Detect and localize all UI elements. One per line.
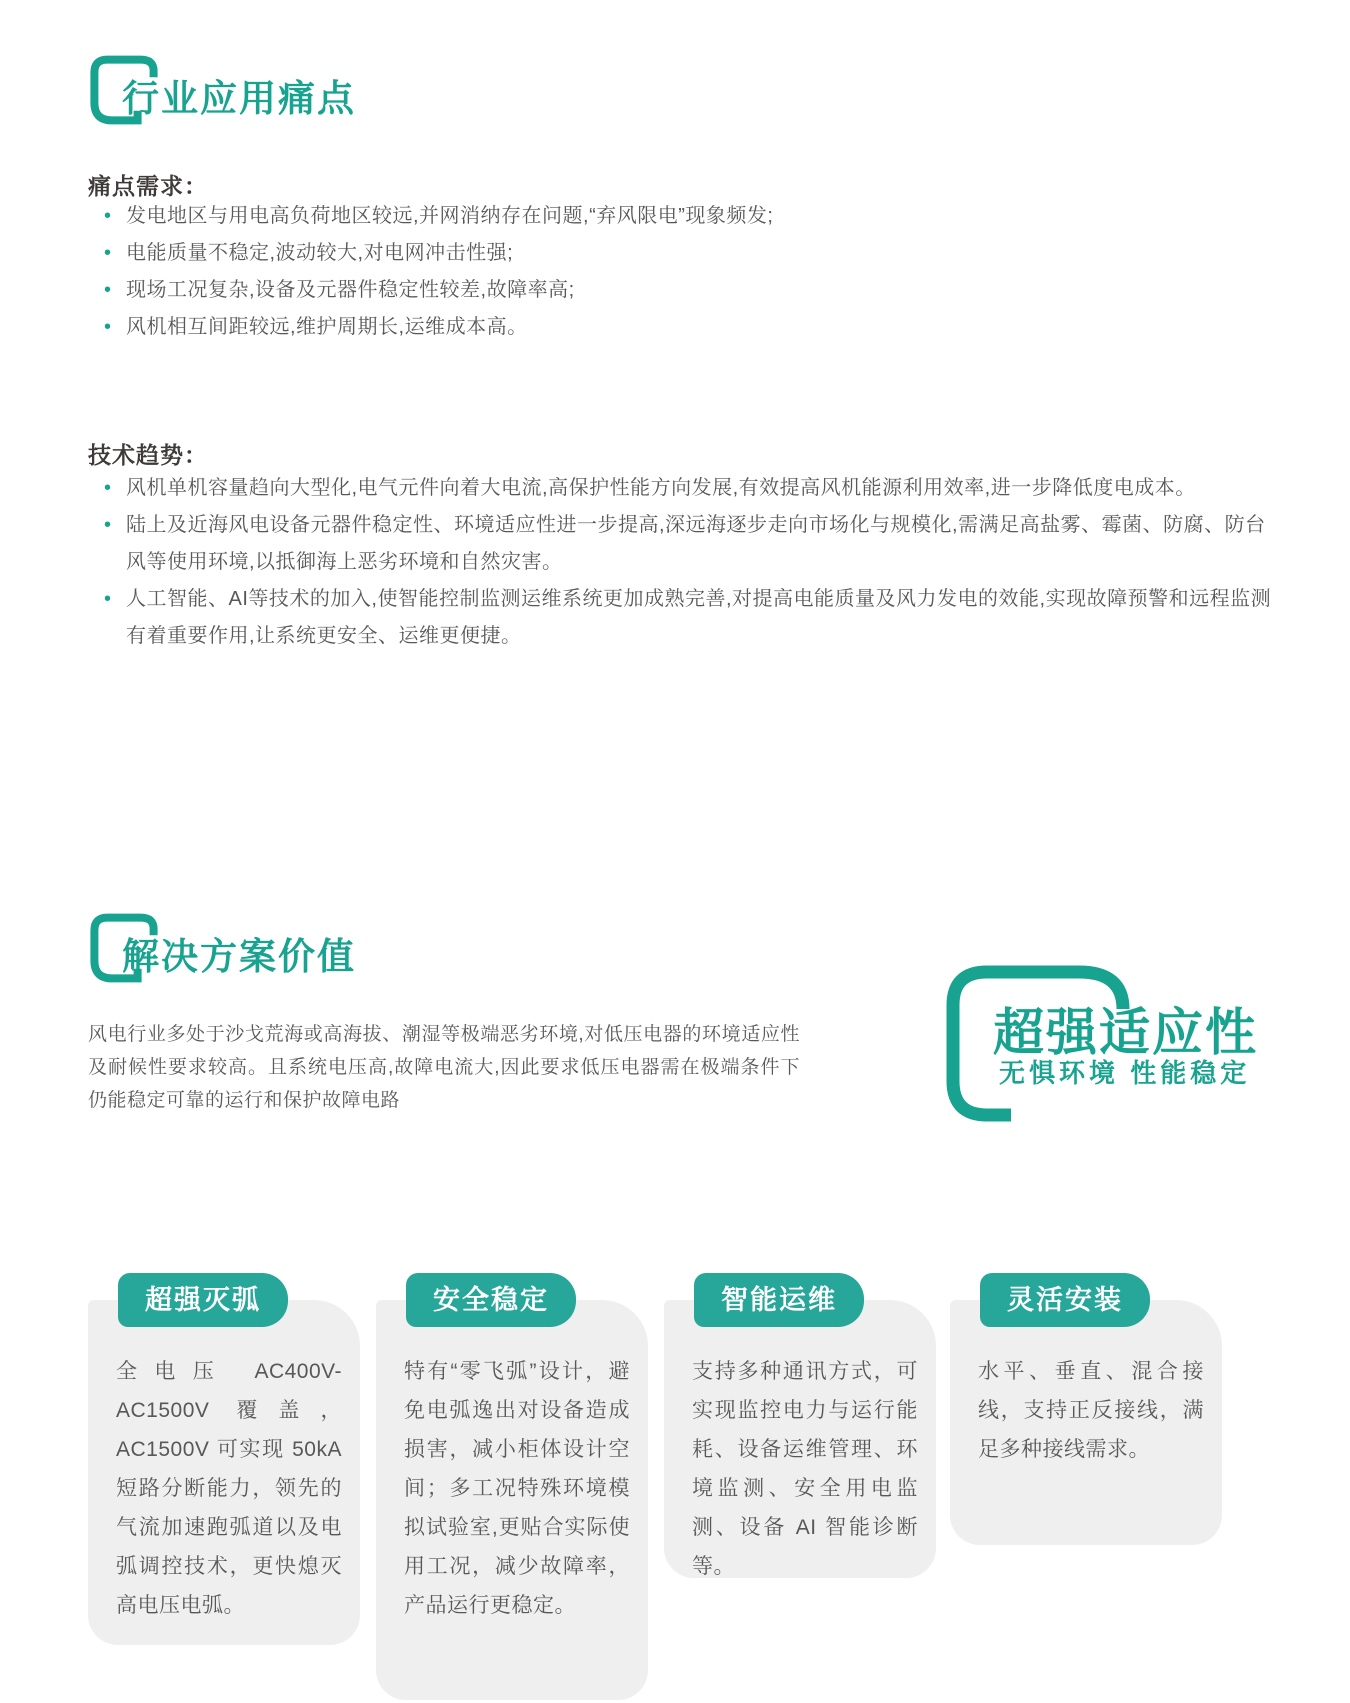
- card-body-text: 特有“零飞弧”设计，避免电弧逸出对设备造成损害，减小柜体设计空间；多工况特殊环境模拟试验室,更贴合实际使用工况，减少故障率，产品运行更稳定。: [404, 1360, 630, 1617]
- section-title-solution-value: 解决方案价值: [122, 936, 356, 977]
- list-item: • 陆上及近海风电设备元器件稳定性、环境适应性进一步提高,深远海逐步走向市场化与规模化,需满足高盐雾、霉菌、防腐、防台风等使用环境,以抵御海上恶劣环境和自然灾害。: [96, 507, 1276, 581]
- list-item: • 发电地区与用电高负荷地区较远,并网消纳存在问题,“弃风限电”现象频发;: [96, 198, 774, 235]
- list-item: • 电能质量不稳定,波动较大,对电网冲击性强;: [96, 235, 774, 272]
- feature-card-smart-operation: [664, 1285, 936, 1578]
- feature-subtitle: 无惧环境 性能稳定: [999, 1058, 1251, 1088]
- feature-card-arc-extinguishing: [88, 1285, 360, 1645]
- pain-demand-list: [96, 198, 774, 346]
- pain-demand-heading: 痛点需求：: [88, 173, 208, 199]
- tech-trend-heading: 技术趋势：: [88, 442, 208, 468]
- card-body-text: 支持多种通讯方式，可实现监控电力与运行能耗、设备运维管理、环境监测、安全用电监测、设备 AI 智能诊断等。: [692, 1360, 918, 1578]
- feature-card-flexible-installation: [950, 1285, 1222, 1545]
- adaptability-feature-callout: [875, 925, 1295, 1165]
- card-body-text: 全电压 AC400V-AC1500V 覆盖，AC1500V 可实现 50kA 短路分断能力，领先的气流加速跑弧道以及电弧调控技术，更快熄灭高电压电弧。: [116, 1360, 342, 1617]
- tech-trend-list: [96, 470, 1276, 655]
- list-item: • 风机单机容量趋向大型化,电气元件向着大电流,高保护性能方向发展,有效提高风机能源利用效率,进一步降低度电成本。: [96, 470, 1276, 507]
- list-item: • 现场工况复杂,设备及元器件稳定性较差,故障率高;: [96, 272, 774, 309]
- feature-title: 超强适应性: [993, 1004, 1259, 1061]
- card-title-badge: 超强灭弧: [118, 1273, 288, 1327]
- card-title-badge: 智能运维: [694, 1273, 864, 1327]
- card-body-text: 水平、垂直、混合接线，支持正反接线，满足多种接线需求。: [978, 1360, 1204, 1461]
- list-item: • 人工智能、AI等技术的加入,使智能控制监测运维系统更加成熟完善,对提高电能质量及风力发电的效能,实现故障预警和远程监测有着重要作用,让系统更安全、运维更便捷。: [96, 581, 1276, 655]
- feature-card-safety-stability: [376, 1285, 648, 1700]
- section-title-pain-points: 行业应用痛点: [122, 78, 356, 119]
- card-title-badge: 灵活安装: [980, 1273, 1150, 1327]
- card-title-badge: 安全稳定: [406, 1273, 576, 1327]
- list-item: • 风机相互间距较远,维护周期长,运维成本高。: [96, 309, 774, 346]
- solution-paragraph: 风电行业多处于沙戈荒海或高海拔、潮湿等极端恶劣环境,对低压电器的环境适应性及耐候性要求较高。且系统电压高,故障电流大,因此要求低压电器需在极端条件下仍能稳定可靠的运行和保护故障电路: [88, 1024, 800, 1111]
